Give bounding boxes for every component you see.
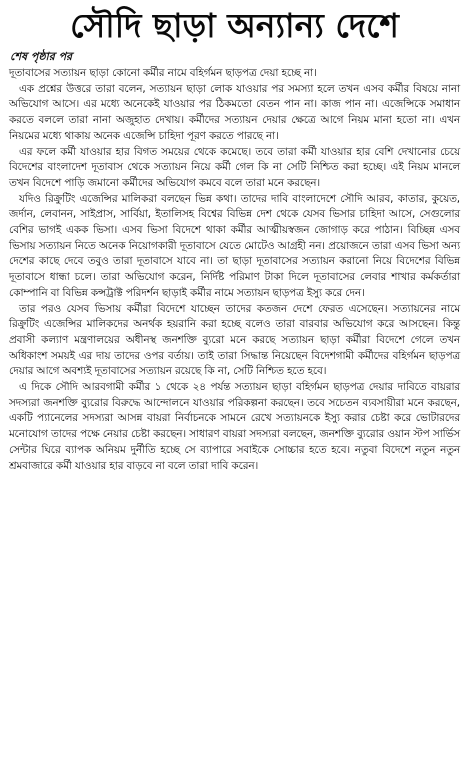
paragraph: এর ফলে কর্মী যাওয়ার হার বিগত সময়ের থেকে কমেছে। তবে তারা কর্মী যাওয়ার হার বেশি দেখানোর চেয়ে বিদেশের বাংলাদেশ দূতাবাস থেকে সত্যায়ন নিয়ে কর্মী গেল কি না সেটি নিশ্চিত করা হচ্ছে। এই নিয়ম মানলে তখন বিদেশে পাড়ি জমানো কর্মীদের অভিযোগ কমবে বলে তারা মনে করছেন। xyxy=(9,145,460,189)
paragraph: এ দিকে সৌদি আরবগামী কর্মীর ১ থেকে ২৪ পর্যন্ত সত্যায়ন ছাড়া বহির্গমন ছাড়পত্র দেয়ার দাবিতে বায়রার সদস্যরা জনশক্তি ব্যুরোর বিরুদ্ধে আন্দোলনে যাওয়ার পরিকল্পনা করছেন। তবে সচেতন ব্যবসায়ীরা মনে করছেন, একটি প্যানেলের সদস্যরা আসন্ন বায়রা নির্বাচনকে সামনে রেখে সত্যায়নকে ইস্যু করার চেষ্টা করে ভোটারদের মনোযোগ তাদের পক্ষে নেয়ার চেষ্টা করছেন। সাধারণ বায়রা সদস্যরা বলছেন, জনশক্তি ব্যুরোর ওয়ান স্টপ সার্ভিস সেন্টার ঘিরে ব্যাপক অনিয়ম দুর্নীতি হচ্ছে সে ব্যাপারে সবাইকে সোচ্চার হতে হবে। নতুবা বিদেশে নতুন নতুন শ্রমবাজারে কর্মী যাওয়ার হার বাড়বে না বলে তারা দাবি করেন। xyxy=(9,381,460,472)
article-body xyxy=(9,66,460,474)
continued-from-label: শেষ পৃষ্ঠার পর xyxy=(10,50,73,63)
paragraph: তার পরও যেসব ভিসায় কর্মীরা বিদেশে যাচ্ছেন তাদের কতজন দেশে ফেরত এসেছেন। সত্যায়নের নামে রিক্রুটিং এজেন্সির মালিকদের অনর্থক হয়রানি করা হচ্ছে বলেও তারা বারবার অভিযোগ করে আসছেন। কিন্তু প্রবাসী কল্যাণ মন্ত্রণালয়ের অধীনস্থ জনশক্তি ব্যুরো মনে করছে সত্যায়ন ছাড়া কর্মীরা বিদেশে গেলে তখন অধিকাংশ সময়ই এর দায় তাদের ওপর বর্তায়। তাই তারা সিদ্ধান্ত নিয়েছেন বিদেশগামী কর্মীদের বহির্গমন ছাড়পত্র দেয়ার আগে অবশ্যই দূতাবাসের সত্যায়ন রয়েছে কি না, সেটি নিশ্চিত হতে হবে। xyxy=(9,302,460,378)
headline: সৌদি ছাড়া অন্যান্য দেশে xyxy=(70,6,399,45)
paragraph: দূতাবাসের সত্যায়ন ছাড়া কোনো কর্মীর নামে বহির্গমন ছাড়পত্র দেয়া হচ্ছে না। xyxy=(9,67,317,79)
paragraph: এক প্রশ্নের উত্তরে তারা বলেন, সত্যায়ন ছাড়া লোক যাওয়ার পর সমস্যা হলে তখন এসব কর্মীর বিষয়ে নানা অভিযোগ আসে। এর মধ্যে অনেকেই যাওয়ার পর ঠিকমতো বেতন পান না। কাজ পান না। এজেন্সিকে সমাধান করতে বললে তারা নানা অজুহাত দেখায়। কর্মীদের সত্যায়ন দেয়ার ক্ষেত্রে আগে নিয়ম মানা হতো না। এখন নিয়মের মধ্যে থাকায় অনেক এজেন্সি চাহিদা পূরণ করতে পারছে না। xyxy=(9,82,460,142)
paragraph: যদিও রিক্রুটিং এজেন্সির মালিকরা বলছেন ভিন্ন কথা। তাদের দাবি বাংলাদেশে সৌদি আরব, কাতার, কুয়েত, জর্দান, লেবানন, সাইপ্রাস, সার্বিয়া, ইতালিসহ বিশ্বের বিভিন্ন দেশ থেকে যেসব ভিসার চাহিদা আসে, সেগুলোর বেশির ভাগই একক ভিসা। এসব ভিসা বিদেশে থাকা কর্মীর আত্মীয়স্বজন জোগাড় করে পাঠান। বিচ্ছিন্ন এসব ভিসায় সত্যায়ন নিতে অনেক নিয়োগকারী দূতাবাসে যেতে মোটেও আগ্রহী নন। প্রয়োজনে তারা এসব ভিসা অন্য দেশের কাছে দেবে তবুও তারা দূতাবাসে যাবে না। তা ছাড়া দূতাবাসের সত্যায়ন করানো নিয়ে বিদেশের বিভিন্ন দূতাবাসে ধান্ধা চলে। তারা অভিযোগ করেন, নির্দিষ্ট পরিমাণ টাকা দিলে দূতাবাসের লেবার শাখার কর্মকর্তারা কোম্পানি বা বিভিন্ন কন্সট্রাক্ট পরিদর্শন ছাড়াই কর্মীর নামে সত্যায়ন ছাড়পত্র ইস্যু করে দেন। xyxy=(9,192,460,299)
